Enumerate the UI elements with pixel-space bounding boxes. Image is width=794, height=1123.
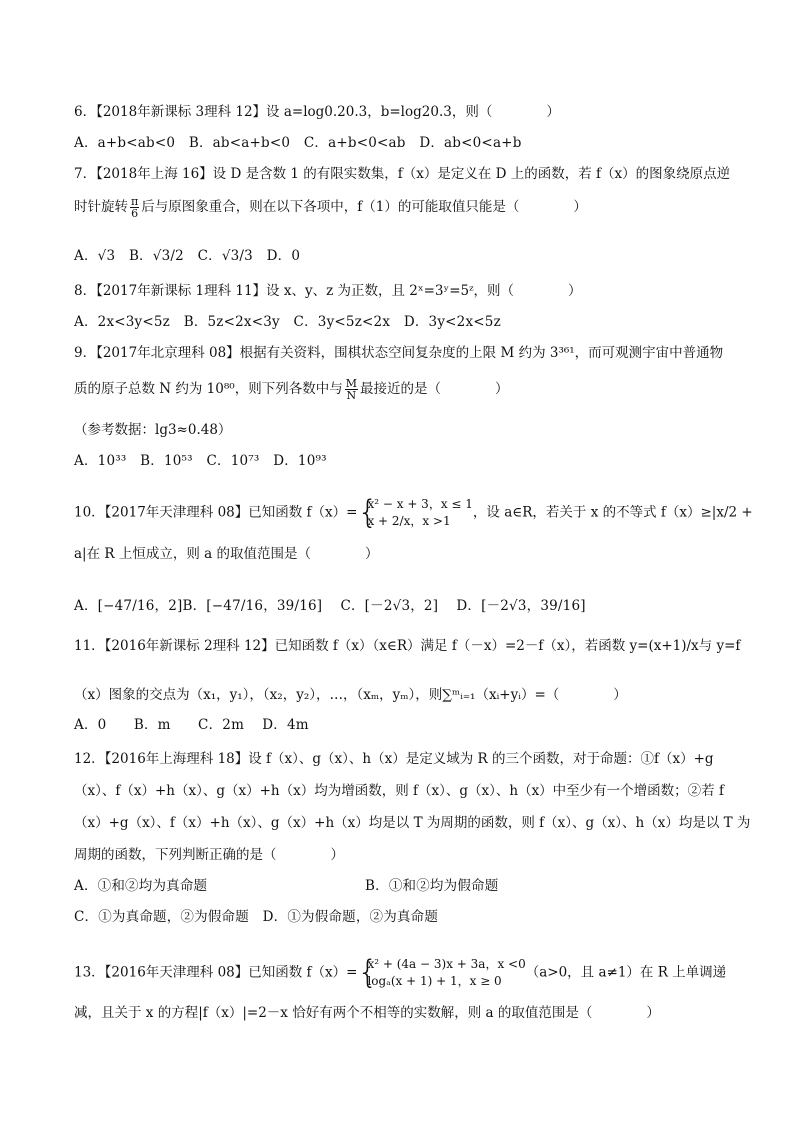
q12-option-a: A．①和②均为真命题 xyxy=(74,878,208,894)
q9-stem-line1: 9．【2017年北京理科 08】根据有关资料，围棋状态空间复杂度的上限 M 约为 3³⁶¹，而可观测宇宙中普通物 xyxy=(74,345,724,361)
q7-options: A．√3 B．√3/2 C．√3/3 D．0 xyxy=(74,248,301,264)
q11-stem-line2: （x）图象的交点为（x₁，y₁），（x₂，y₂），…，（xₘ，yₘ），则∑ᵐᵢ₌₁（xᵢ+yᵢ）=（ ） xyxy=(74,687,627,703)
q12-stem-line1: 12．【2016年上海理科 18】设 f（x）、g（x）、h（x）是定义域为 R 的三个函数，对于命题：①f（x）+g xyxy=(74,751,714,767)
q10-piece-2: x + 2/x，x >1 xyxy=(367,514,451,528)
q12-stem-line3: （x）+g（x）、f（x）+h（x）、g（x）+h（x）均是以 T 为周期的函数，则 f（x）、g（x）、h（x）均是以 T 为 xyxy=(74,815,751,831)
q6-stem: 6．【2018年新课标 3理科 12】设 a=log0.20.3，b=log20.3，则（ ） xyxy=(74,104,560,120)
q10-options: A．[−47/16，2]B．[−47/16，39/16] C．[－2√3，2] D．[－2√3，39/16] xyxy=(74,598,586,614)
q12-option-b: B．①和②均为假命题 xyxy=(365,878,499,894)
q7-frac-num: π xyxy=(131,195,139,208)
q10-stem-line1 xyxy=(74,493,753,531)
q11-stem-line1: 11．【2016年新课标 2理科 12】已知函数 f（x）（x∈R）满足 f（－x）=2－f（x），若函数 y=(x+1)/x与 y=f xyxy=(74,638,741,654)
q9-reference-data: （参考数据：lg3≈0.48） xyxy=(74,422,232,438)
q13-stem-part-a: 13．【2016年天津理科 08】已知函数 f（x）= xyxy=(74,964,358,981)
q9-frac-den: N xyxy=(346,389,357,402)
q8-options: A．2x<3y<5z B．5z<2x<3y C．3y<5z<2x D．3y<2x<5z xyxy=(74,314,501,330)
q9-stem-line2 xyxy=(74,378,734,401)
q10-stem-line2: a|在 R 上恒成立，则 a 的取值范围是（ ） xyxy=(74,546,379,562)
q10-stem-part-a: 10．【2017年天津理科 08】已知函数 f（x）= xyxy=(74,504,358,521)
q13-piece-2: logₐ(x + 1) + 1，x ≥ 0 xyxy=(367,974,502,988)
q9-stem-part-a: 质的原子总数 N 约为 10⁸⁰，则下列各数中与 xyxy=(74,381,343,397)
q13-piece-1: x² + (4a − 3)x + 3a，x <0 xyxy=(367,957,526,971)
q7-stem-part-b: 后与原图象重合，则在以下各项中，f（1）的可能取值只能是（ ） xyxy=(141,199,587,215)
q12-stem-line4: 周期的函数，下列判断正确的是（ ） xyxy=(74,847,344,863)
q7-stem-part-a: 时针旋转 xyxy=(74,199,128,215)
q13-stem-part-b: （a>0，且 a≠1）在 R 上单调递 xyxy=(525,964,727,981)
q13-brace: { xyxy=(357,953,378,991)
q7-frac-den: 6 xyxy=(131,207,139,220)
q10-piecewise xyxy=(357,493,473,531)
q13-piecewise xyxy=(357,953,526,991)
q9-options: A．10³³ B．10⁵³ C．10⁷³ D．10⁹³ xyxy=(74,453,327,469)
q9-fraction xyxy=(345,378,358,401)
q10-brace: { xyxy=(357,493,378,531)
q7-stem-line1: 7．【2018年上海 16】设 D 是含数 1 的有限实数集，f（x）是定义在 D 上的函数，若 f（x）的图象绕原点逆 xyxy=(74,166,731,182)
q13-stem-line1 xyxy=(74,953,734,991)
q10-stem-part-b: ，设 a∈R，若关于 x 的不等式 f（x）≥|x/2 + xyxy=(472,504,753,521)
q10-piece-1: x² − x + 3，x ≤ 1 xyxy=(367,497,473,511)
q12-options-cd: C．①为真命题，②为假命题 D．①为假命题，②为真命题 xyxy=(74,909,439,925)
q12-stem-line2: （x）、f（x）+h（x）、g（x）+h（x）均为增函数，则 f（x）、g（x）、h（x）中至少有一个增函数；②若 f xyxy=(74,783,724,799)
q9-frac-num: M xyxy=(345,377,357,390)
q13-stem-line2: 减，且关于 x 的方程|f（x）|=2－x 恰好有两个不相等的实数解，则 a 的取值范围是（ ） xyxy=(74,1005,660,1021)
q7-fraction xyxy=(130,196,139,219)
q8-stem: 8．【2017年新课标 1理科 11】设 x、y、z 为正数，且 2ˣ=3ʸ=5ᶻ，则（ ） xyxy=(74,283,582,299)
q9-stem-part-b: 最接近的是（ ） xyxy=(359,381,509,397)
q11-options: A．0 B．m C．2m D．4m xyxy=(74,717,309,733)
q7-stem-line2 xyxy=(74,196,734,219)
q6-options: A．a+b<ab<0 B．ab<a+b<0 C．a+b<0<ab D．ab<0<a+b xyxy=(74,135,522,151)
